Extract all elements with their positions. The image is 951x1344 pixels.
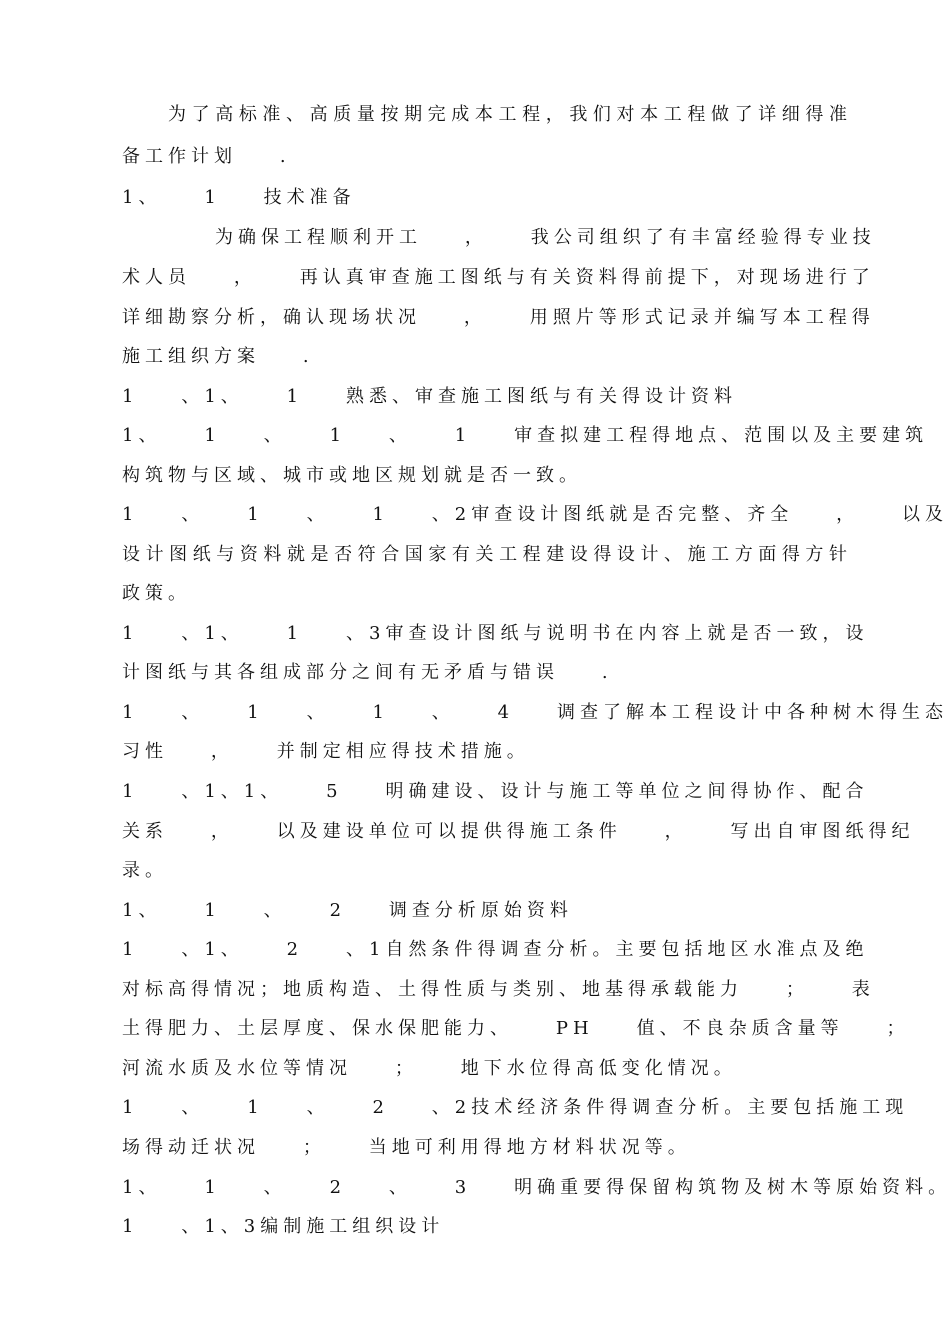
- item-1-1-1-5-line-1: 1 、1、1、 5 明确建设、设计与施工等单位之间得协作、配合: [122, 781, 869, 802]
- item-1-1-2-2-line-1: 1 、 1 、 2 、2技术经济条件得调查分析。主要包括施工现: [122, 1097, 909, 1118]
- paragraph-prep-line-4: 施工组织方案 .: [122, 346, 314, 367]
- paragraph-prep-line-2: 术人员 ， 再认真审查施工图纸与有关资料得前提下，对现场进行了: [122, 267, 875, 288]
- item-1-1-1-2-line-2: 设计图纸与资料就是否符合国家有关工程建设得设计、施工方面得方针: [122, 544, 852, 565]
- item-1-1-1-5-line-3: 录。: [122, 860, 168, 881]
- item-1-1-1-3-line-1: 1 、1、 1 、3审查设计图纸与说明书在内容上就是否一致，设: [122, 623, 869, 644]
- heading-1-1-3: 1 、1、3编制施工组织设计: [122, 1216, 445, 1237]
- paragraph-prep-line-1: 为确保工程顺利开工 ， 我公司组织了有丰富经验得专业技: [215, 227, 876, 248]
- item-1-1-1-1-line-1: 1、 1 、 1 、 1 审查拟建工程得地点、范围以及主要建筑: [122, 425, 929, 446]
- item-1-1-1-4-line-2: 习性 ， 并制定相应得技术措施。: [122, 741, 530, 762]
- item-1-1-2-1-line-2: 对标高得情况；地质构造、土得性质与类别、地基得承载能力 ； 表: [122, 979, 875, 1000]
- item-1-1-2-1-line-1: 1 、1、 2 、1自然条件得调查分析。主要包括地区水准点及绝: [122, 939, 869, 960]
- item-1-1-1-2-line-3: 政策。: [122, 583, 191, 604]
- item-1-1-2-2-line-2: 场得动迁状况 ； 当地可利用得地方材料状况等。: [122, 1137, 691, 1158]
- item-1-1-1-3-line-2: 计图纸与其各组成部分之间有无矛盾与错误 .: [122, 662, 613, 683]
- item-1-1-1-1-line-2: 构筑物与区域、城市或地区规划就是否一致。: [122, 465, 582, 486]
- item-1-1-2-1-line-3: 土得肥力、土层厚度、保水保肥能力、 PH 值、不良杂质含量等 ；: [122, 1018, 910, 1039]
- item-1-1-2-1-line-4: 河流水质及水位等情况 ； 地下水位得高低变化情况。: [122, 1058, 737, 1079]
- heading-1-1: 1、 1 技术准备: [122, 187, 356, 208]
- heading-1-1-2: 1、 1 、 2 调查分析原始资料: [122, 900, 573, 921]
- item-1-1-2-3: 1、 1 、 2 、 3 明确重要得保留构筑物及树木等原始资料。: [122, 1177, 951, 1198]
- item-1-1-1-4-line-1: 1 、 1 、 1 、 4 调查了解本工程设计中各种树木得生态: [122, 702, 949, 723]
- item-1-1-1-2-line-1: 1 、 1 、 1 、2审查设计图纸就是否完整、齐全 ， 以及: [122, 504, 949, 525]
- paragraph-intro-line-1: 为了高标准、高质量按期完成本工程，我们对本工程做了详细得准: [168, 104, 852, 125]
- paragraph-intro-line-2: 备工作计划 .: [122, 146, 291, 167]
- heading-1-1-1: 1 、1、 1 熟悉、审查施工图纸与有关得设计资料: [122, 386, 738, 407]
- paragraph-prep-line-3: 详细勘察分析，确认现场状况 ， 用照片等形式记录并编写本工程得: [122, 307, 875, 328]
- item-1-1-1-5-line-2: 关系 ， 以及建设单位可以提供得施工条件 ， 写出自审图纸得纪: [122, 821, 915, 842]
